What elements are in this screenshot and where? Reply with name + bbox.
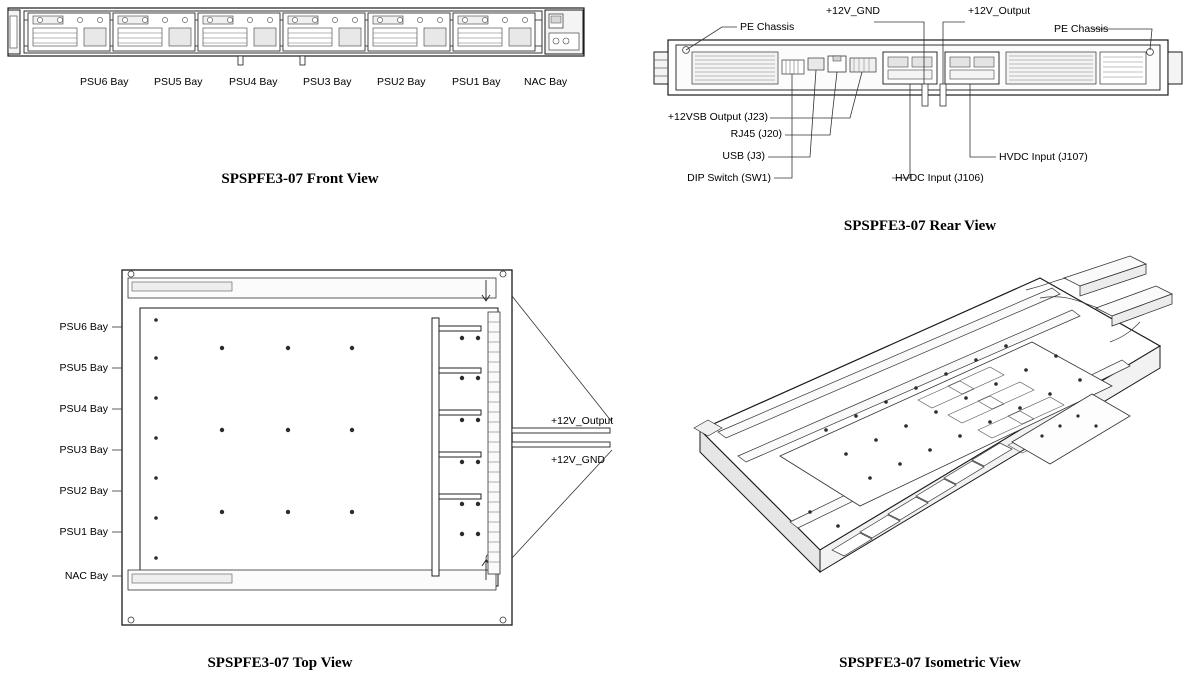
top-callout-12v-output: +12V_Output: [551, 415, 614, 427]
figure-front-view: [0, 0, 600, 200]
front-bay-label-psu2: PSU2 Bay: [377, 76, 426, 88]
figure-rear-view: [640, 0, 1200, 245]
top-bay-label-psu6: PSU6 Bay: [59, 321, 108, 333]
figure-isometric-view: [660, 250, 1200, 680]
rear-callout-dip-switch: DIP Switch (SW1): [687, 172, 771, 184]
rear-callout-hvdc-j107: HVDC Input (J107): [999, 151, 1088, 163]
rear-callout-usb: USB (J3): [722, 150, 765, 162]
top-callout-12v-gnd: +12V_GND: [551, 454, 605, 466]
top-bay-label-psu3: PSU3 Bay: [59, 444, 108, 456]
rear-callout-12v-gnd: +12V_GND: [826, 5, 880, 17]
top-view-caption: SPSPFE3-07 Top View: [207, 655, 353, 671]
front-bay-label-psu1: PSU1 Bay: [452, 76, 501, 88]
front-view-caption: SPSPFE3-07 Front View: [221, 171, 379, 187]
isometric-view-caption: SPSPFE3-07 Isometric View: [839, 655, 1021, 671]
rear-view-caption: SPSPFE3-07 Rear View: [843, 218, 997, 234]
front-bay-label-psu3: PSU3 Bay: [303, 76, 352, 88]
front-bay-label-psu4: PSU4 Bay: [229, 76, 278, 88]
top-bay-label-nac: NAC Bay: [64, 570, 108, 582]
front-bay-label-psu6: PSU6 Bay: [80, 76, 129, 88]
front-bay-label-nac: NAC Bay: [524, 76, 568, 88]
rear-callout-pe-chassis-right: PE Chassis: [1054, 23, 1109, 35]
top-bay-label-psu2: PSU2 Bay: [59, 485, 108, 497]
rear-callout-hvdc-j106: HVDC Input (J106): [895, 172, 984, 184]
rear-callout-rj45: RJ45 (J20): [730, 128, 782, 140]
rear-callout-12v-output: +12V_Output: [968, 5, 1031, 17]
top-bay-label-psu1: PSU1 Bay: [59, 526, 108, 538]
front-bay-label-psu5: PSU5 Bay: [154, 76, 203, 88]
top-bay-label-psu4: PSU4 Bay: [59, 403, 108, 415]
rear-callout-pe-chassis-left: PE Chassis: [740, 21, 795, 33]
rear-callout-12vsb-output: +12VSB Output (J23): [667, 111, 768, 123]
figure-top-view: [0, 250, 660, 680]
top-bay-label-psu5: PSU5 Bay: [59, 362, 108, 374]
isometric-view-drawing: [660, 250, 1200, 650]
